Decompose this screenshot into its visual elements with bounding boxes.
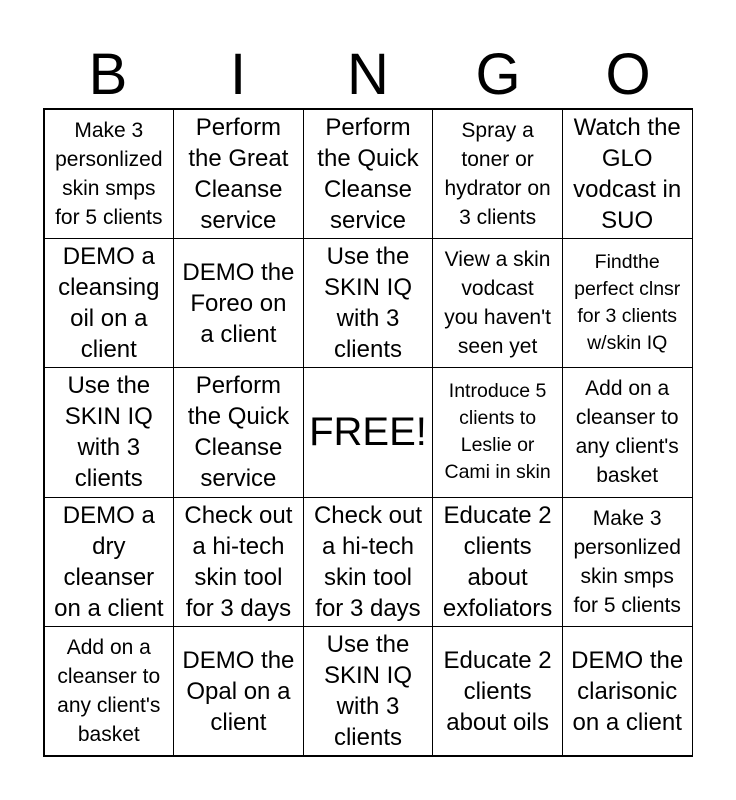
bingo-cell[interactable]: Educate 2 clients about oils	[432, 626, 563, 756]
bingo-cell[interactable]: Make 3 personlized skin smps for 5 clients	[562, 497, 693, 627]
bingo-cell[interactable]: DEMO a dry cleanser on a client	[44, 497, 175, 627]
bingo-cell[interactable]: View a skin vodcast you haven't seen yet	[432, 238, 563, 368]
bingo-cell[interactable]: Make 3 personlized skin smps for 5 clients	[44, 109, 175, 239]
title-letter-n: N	[347, 42, 389, 107]
bingo-cell[interactable]: Educate 2 clients about exfoliators	[432, 497, 563, 627]
bingo-cell[interactable]: DEMO the Opal on a client	[173, 626, 304, 756]
bingo-cell[interactable]: Spray a toner or hydrator on 3 clients	[432, 109, 563, 239]
bingo-cell[interactable]: Findthe perfect clnsr for 3 clients w/skin IQ	[562, 238, 693, 368]
bingo-cell[interactable]: Perform the Quick Cleanse service	[173, 367, 304, 497]
bingo-cell[interactable]: Check out a hi-tech skin tool for 3 days	[173, 497, 304, 627]
bingo-cell[interactable]: DEMO the Foreo on a client	[173, 238, 304, 368]
title-letter-g: G	[475, 42, 521, 107]
bingo-cell[interactable]: Add on a cleanser to any client's basket	[44, 626, 175, 756]
bingo-cell[interactable]: Check out a hi-tech skin tool for 3 days	[303, 497, 434, 627]
bingo-cell[interactable]: Use the SKIN IQ with 3 clients	[44, 367, 175, 497]
bingo-cell[interactable]: Watch the GLO vodcast in SUO	[562, 109, 693, 239]
free-space[interactable]: FREE!	[303, 367, 434, 497]
bingo-cell[interactable]: Perform the Great Cleanse service	[173, 109, 304, 239]
bingo-grid	[43, 108, 693, 757]
title-letter-o: O	[605, 42, 651, 107]
title-letter-b: B	[88, 42, 128, 107]
bingo-cell[interactable]: Perform the Quick Cleanse service	[303, 109, 434, 239]
bingo-cell[interactable]: DEMO a cleansing oil on a client	[44, 238, 175, 368]
bingo-cell[interactable]: Use the SKIN IQ with 3 clients	[303, 238, 434, 368]
bingo-cell[interactable]: Introduce 5 clients to Leslie or Cami in skin	[432, 367, 563, 497]
bingo-cell[interactable]: Use the SKIN IQ with 3 clients	[303, 626, 434, 756]
bingo-title	[43, 40, 693, 110]
bingo-cell[interactable]: Add on a cleanser to any client's basket	[562, 367, 693, 497]
bingo-cell[interactable]: DEMO the clarisonic on a client	[562, 626, 693, 756]
title-letter-i: I	[229, 42, 247, 107]
